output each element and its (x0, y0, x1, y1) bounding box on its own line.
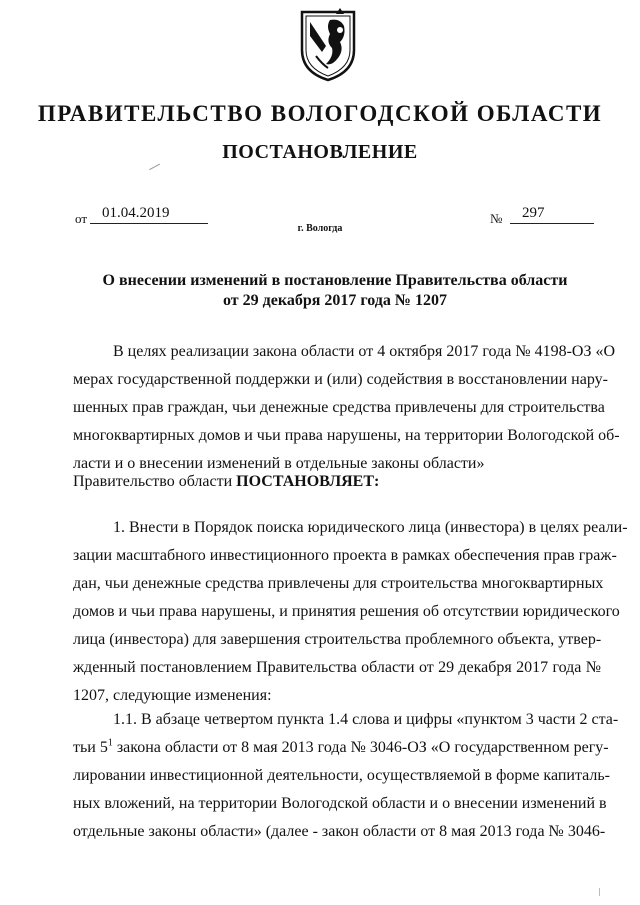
city-label: г. Вологда (297, 223, 343, 234)
superscript: 1 (107, 737, 113, 749)
text-line: отдельные законы области» (далее - закон области от 8 мая 2013 года № 3046- (73, 823, 606, 840)
text-line: дан, чьи денежные средства привлечены для строительства многоквартирных (73, 575, 604, 592)
pen-mark (149, 164, 163, 176)
text-line: лировании инвестиционной деятельности, осуществляемой в форме капиталь- (73, 767, 610, 784)
text-line: 1. Внести в Порядок поиска юридического лица (инвестора) в целях реали- (113, 519, 628, 536)
date-label: от (75, 211, 88, 226)
scan-artifact (599, 888, 600, 896)
subject-line: О внесении изменений в постановление Правительства области (102, 272, 568, 289)
document-date: 01.04.2019 (90, 205, 208, 224)
text-line: шенных прав граждан, чьи денежные средства привлечены для строительства (73, 399, 605, 416)
text-fragment: тьи 5 (73, 739, 108, 756)
text-line (73, 734, 609, 762)
item-1-paragraph (73, 514, 628, 710)
item-1-1-paragraph (73, 706, 619, 846)
number-label: № (490, 211, 503, 226)
preamble-paragraph (73, 338, 620, 478)
text-line: 1207, следующие изменения: (73, 687, 272, 704)
document-subject (70, 271, 600, 311)
government-title: ПРАВИТЕЛЬСТВО ВОЛОГОДСКОЙ ОБЛАСТИ (37, 101, 603, 126)
document-number: 297 (510, 205, 594, 224)
decree-prefix: Правительство области (73, 473, 237, 490)
text-line: ных вложений, на территории Вологодской области и о внесении изменений в (73, 795, 607, 812)
text-line: В целях реализации закона области от 4 октября 2017 года № 4198-ОЗ «О (113, 343, 616, 360)
text-line: домов и чьи права нарушены, и принятия решения об отсутствии юридического (73, 603, 620, 620)
document-type-title: ПОСТАНОВЛЕНИЕ (222, 141, 418, 163)
text-line: ласти и о внесении изменений в отдельные законы области» (73, 455, 485, 472)
coat-of-arms-emblem (296, 6, 360, 84)
text-line: 1.1. В абзаце четвертом пункта 1.4 слова и цифры «пунктом 3 части 2 ста- (113, 711, 619, 728)
decree-word: ПОСТАНОВЛЯЕТ: (236, 473, 380, 490)
text-line: зации масштабного инвестиционного проекта в рамках обеспечения прав граж- (73, 547, 617, 564)
text-line: мерах государственной поддержки и (или) содействия в восстановлении нару- (73, 371, 608, 388)
decree-line (73, 468, 601, 496)
text-fragment: закона области от 8 мая 2013 года № 3046-ОЗ «О государственном регу- (112, 739, 609, 756)
subject-line: от 29 декабря 2017 года № 1207 (223, 292, 447, 309)
text-line: жденный постановлением Правительства области от 29 декабря 2017 года № (73, 659, 601, 676)
text-line: лица (инвестора) для завершения строительства проблемного объекта, утвер- (73, 631, 602, 648)
text-line: многоквартирных домов и чьи права нарушены, на территории Вологодской об- (73, 427, 620, 444)
